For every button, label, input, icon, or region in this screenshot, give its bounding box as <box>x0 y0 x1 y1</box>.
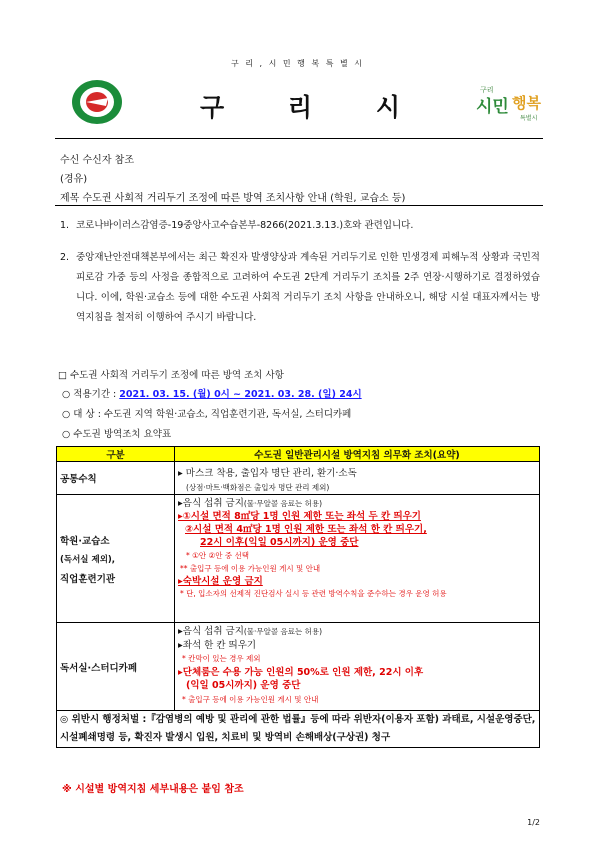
via: (경유) <box>60 174 88 185</box>
academy-food-note: (물·무알콜 음료는 허용) <box>243 499 323 508</box>
city-emblem-icon <box>70 78 124 126</box>
academy-lodging: ▸숙박시설 운영 금지 <box>178 576 263 587</box>
academy-note-3: * 단, 입소자의 선제적 진단검사 실시 등 관련 방역수칙을 준수하는 경우 운영 허용 <box>180 589 447 598</box>
svg-text:특별시: 특별시 <box>520 115 538 122</box>
subject-divider <box>55 205 543 206</box>
table-header-row <box>57 447 540 462</box>
academy-food: ▸음식 섭취 금지 <box>178 498 244 509</box>
city-title-char-1: 구 <box>200 93 225 122</box>
svg-text:구리: 구리 <box>480 86 494 94</box>
academy-option-2: ②시설 면적 4㎡당 1명 인원 제한 또는 좌석 한 칸 띄우기, <box>185 524 427 535</box>
section-title: □ 수도권 사회적 거리두기 조정에 따른 방역 조치 사항 <box>58 370 284 381</box>
city-title-char-2: 리 <box>287 93 313 122</box>
city-title <box>200 88 400 124</box>
summary-table <box>56 446 540 748</box>
common-label: 공통수칙 <box>57 462 175 495</box>
study-label: 독서실·스터디카페 <box>57 623 175 711</box>
common-line-2: (상점·마트·백화점은 출입자 명단 관리 제외) <box>186 483 330 492</box>
study-note-2: * 출입구 등에 이용 가능인원 게시 및 안내 <box>182 694 319 704</box>
common-line-1: ▸ 마스크 착용, 출입자 명단 관리, 환기·소독 <box>178 468 357 479</box>
summary-title: ○ 수도권 방역조치 요약표 <box>62 429 172 440</box>
academy-label <box>57 495 175 623</box>
study-food-note: (물·무알콜 음료는 허용) <box>243 627 323 636</box>
table-row-penalty <box>57 711 540 748</box>
slogan-logo-icon <box>472 80 544 124</box>
city-title-char-3: 시 <box>375 93 400 122</box>
academy-note-2: ** 출입구 등에 이용 가능인원 게시 및 안내 <box>180 564 321 573</box>
study-food: ▸음식 섭취 금지 <box>178 626 244 637</box>
table-row-study <box>57 623 540 711</box>
paragraph-2-text: 중앙재난안전대책본부에서는 최근 확진자 발생양상과 계속된 거리두기로 인한 민생경제 피해누적 상황과 국민적 피로감 가중 등의 사정을 종합적으로 고려하여 수도권 2단계 거리두기 조치를 2주 연장·시행하기로 결정하였습니다. 이에, 학원·교습소 등에 대한 수도권 사회적 거리두기 조치 사항을 안내하오니, 해당 시설 대표자께서는 방역지침을 철저히 이행하여 주시기 바랍니다. <box>76 252 540 323</box>
subject: 제목 수도권 사회적 거리두기 조정에 따른 방역 조치사항 안내 (학원, 교습소 등) <box>60 193 406 204</box>
academy-note-1: * ①안 ②안 중 선택 <box>186 551 249 560</box>
table-header-measures: 수도권 일반관리시설 방역지침 의무화 조치(요약) <box>175 447 540 462</box>
paragraph-1-text: 코로나바이러스감염증-19중앙사고수습본부-8266(2021.3.13.)호와 관련입니다. <box>76 220 414 231</box>
paragraph-2-number: 2. <box>60 252 70 263</box>
header-divider <box>55 138 543 139</box>
academy-label-3: 직업훈련기관 <box>60 573 116 585</box>
target: ○ 대 상 : 수도권 지역 학원·교습소, 직업훈련기관, 독서실, 스터디카페 <box>62 409 352 420</box>
period-value: 2021. 03. 15. (월) 0시 ~ 2021. 03. 28. (일) 24시 <box>119 389 362 400</box>
period <box>62 386 362 400</box>
paragraph-2 <box>60 248 540 328</box>
academy-option-1: ▸①시설 면적 8㎡당 1명 인원 제한 또는 좌석 두 칸 띄우기 <box>178 511 421 522</box>
paragraph-1 <box>60 216 540 236</box>
table-header-category: 구분 <box>57 447 175 462</box>
study-note-1: * 칸막이 있는 경우 제외 <box>182 654 261 663</box>
study-group-2: (익일 05시까지) 운영 중단 <box>186 680 301 691</box>
academy-label-2: (독서실 제외), <box>60 554 116 565</box>
table-row-common <box>57 462 540 495</box>
page-number: 1/2 <box>527 818 540 827</box>
svg-text:시민: 시민 <box>476 97 509 117</box>
recipient: 수신 수신자 참조 <box>60 155 134 166</box>
table-row-academy <box>57 495 540 623</box>
academy-option-2b: 22시 이후(익일 05시까지) 운영 중단 <box>200 537 359 548</box>
study-group: ▸단체룸은 수용 가능 인원의 50%로 인원 제한, 22시 이후 <box>178 666 424 678</box>
study-seat: ▸좌석 한 칸 띄우기 <box>178 639 257 651</box>
academy-label-1: 학원·교습소 <box>60 535 110 547</box>
penalty-note: ◎ 위반시 행정처벌 :『감염병의 예방 및 관리에 관한 법률』등에 따라 위반자(이용자 포함) 과태료, 시설운영중단, 시설폐쇄명령 등, 확진자 발생시 입원, 치료비 및 방역비 손해배상(구상권) 청구 <box>57 711 540 748</box>
period-label: ○ 적용기간 : <box>62 389 120 400</box>
svg-text:행복: 행복 <box>512 94 541 112</box>
slogan: 구 리 , 시 민 행 복 특 별 시 <box>231 59 364 68</box>
footer-note: ※ 시설별 방역지침 세부내용은 붙임 참조 <box>62 784 244 795</box>
paragraph-1-number: 1. <box>60 220 70 231</box>
